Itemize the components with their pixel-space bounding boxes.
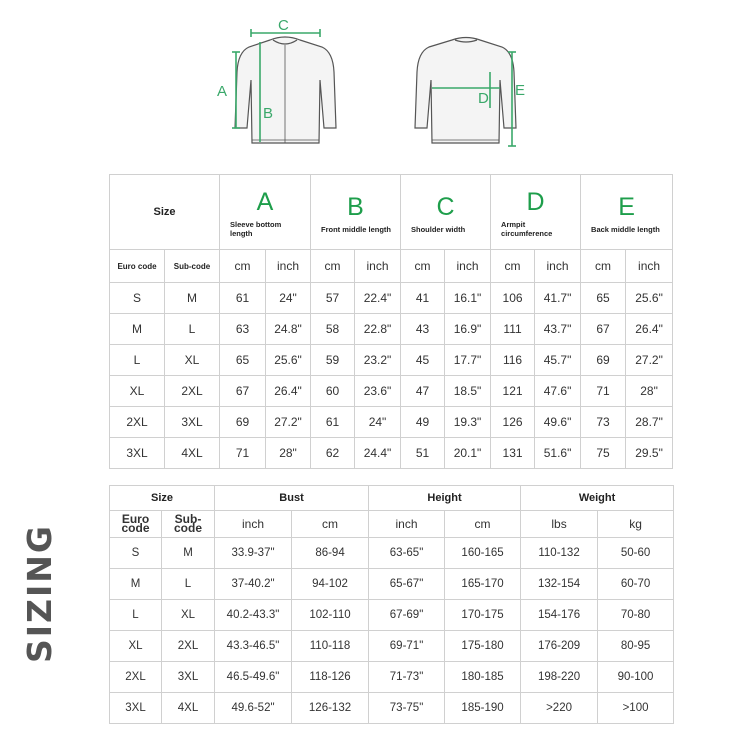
table-cell: M: [110, 314, 165, 345]
table-cell: 175-180: [445, 631, 521, 662]
table-cell: 62: [311, 438, 355, 469]
table-cell: XL: [165, 345, 220, 376]
table-row: [110, 538, 674, 569]
table-cell: 45.7": [535, 345, 581, 376]
table-cell: 69: [581, 345, 626, 376]
table-cell: 176-209: [521, 631, 598, 662]
weight-header: Weight: [521, 486, 674, 511]
table-cell: 46.5-49.6": [215, 662, 292, 693]
table-cell: 4XL: [165, 438, 220, 469]
sub-code-label: Sub-code: [162, 511, 215, 538]
marker-b: B: [263, 105, 274, 122]
table-cell: 24": [355, 407, 401, 438]
table-cell: 110-118: [292, 631, 369, 662]
table-cell: 75: [581, 438, 626, 469]
table-cell: 65-67": [369, 569, 445, 600]
table-cell: 27.2": [626, 345, 673, 376]
table-cell: 19.3": [445, 407, 491, 438]
table-cell: 165-170: [445, 569, 521, 600]
table-cell: 2XL: [162, 631, 215, 662]
table-row: [110, 314, 673, 345]
table-cell: 50-60: [598, 538, 674, 569]
table-cell: 28": [266, 438, 311, 469]
table-cell: S: [110, 283, 165, 314]
table-cell: 61: [311, 407, 355, 438]
table-cell: 40.2-43.3": [215, 600, 292, 631]
table-cell: 185-190: [445, 693, 521, 724]
table-cell: 3XL: [165, 407, 220, 438]
table-cell: 25.6": [266, 345, 311, 376]
table-cell: 3XL: [162, 662, 215, 693]
table-cell: 121: [491, 376, 535, 407]
table-cell: 94-102: [292, 569, 369, 600]
euro-code-label: Euro code: [110, 511, 162, 538]
marker-e: E: [515, 82, 526, 99]
table-cell: 71: [220, 438, 266, 469]
table-row: [110, 407, 673, 438]
table-cell: 116: [491, 345, 535, 376]
table-cell: 102-110: [292, 600, 369, 631]
table-cell: 41: [401, 283, 445, 314]
unit-cm: cm: [491, 250, 535, 283]
column-b-header: B Front middle length: [311, 175, 401, 250]
table-row: [110, 345, 673, 376]
table-cell: M: [165, 283, 220, 314]
table-cell: 170-175: [445, 600, 521, 631]
table-cell: 154-176: [521, 600, 598, 631]
column-d-header: D Armpit circumference: [491, 175, 581, 250]
table-cell: 61: [220, 283, 266, 314]
table-cell: M: [110, 569, 162, 600]
table-cell: 59: [311, 345, 355, 376]
table-cell: 51: [401, 438, 445, 469]
unit-cm: cm: [401, 250, 445, 283]
unit-inch: inch: [355, 250, 401, 283]
table-row: [110, 600, 674, 631]
table-cell: 51.6": [535, 438, 581, 469]
table-row: [110, 569, 674, 600]
back-jersey-icon: [415, 38, 516, 144]
marker-a: A: [217, 83, 228, 100]
unit-label: lbs: [521, 511, 598, 538]
table-cell: 27.2": [266, 407, 311, 438]
table-cell: 57: [311, 283, 355, 314]
table-cell: 65: [220, 345, 266, 376]
table-cell: 16.9": [445, 314, 491, 345]
table-cell: 47.6": [535, 376, 581, 407]
table-cell: 43: [401, 314, 445, 345]
unit-inch: inch: [266, 250, 311, 283]
column-c-header: C Shoulder width: [401, 175, 491, 250]
table-row: [110, 283, 673, 314]
table-cell: 111: [491, 314, 535, 345]
table-cell: 18.5": [445, 376, 491, 407]
table-cell: 45: [401, 345, 445, 376]
table-cell: 71-73": [369, 662, 445, 693]
body-measurement-table: [109, 485, 674, 724]
table-cell: 28.7": [626, 407, 673, 438]
unit-cm: cm: [581, 250, 626, 283]
table-cell: 28": [626, 376, 673, 407]
table-cell: 69: [220, 407, 266, 438]
table-cell: 73: [581, 407, 626, 438]
unit-label: kg: [598, 511, 674, 538]
table-row: [110, 631, 674, 662]
table-row: [110, 693, 674, 724]
table-cell: 67: [220, 376, 266, 407]
table-cell: 67-69": [369, 600, 445, 631]
table-cell: XL: [110, 631, 162, 662]
table-cell: 22.4": [355, 283, 401, 314]
table-cell: L: [165, 314, 220, 345]
table-cell: >100: [598, 693, 674, 724]
unit-label: inch: [369, 511, 445, 538]
front-jersey-icon: [235, 37, 336, 143]
table-cell: 43.7": [535, 314, 581, 345]
table-cell: 110-132: [521, 538, 598, 569]
table-row: [110, 376, 673, 407]
table-cell: 43.3-46.5": [215, 631, 292, 662]
table-cell: 70-80: [598, 600, 674, 631]
table-cell: 22.8": [355, 314, 401, 345]
table-cell: L: [110, 345, 165, 376]
table-cell: L: [162, 569, 215, 600]
table-cell: S: [110, 538, 162, 569]
unit-cm: cm: [311, 250, 355, 283]
table-cell: L: [110, 600, 162, 631]
marker-c: C: [278, 17, 289, 34]
table-cell: 49: [401, 407, 445, 438]
table-cell: 20.1": [445, 438, 491, 469]
height-header: Height: [369, 486, 521, 511]
bust-header: Bust: [215, 486, 369, 511]
unit-label: cm: [445, 511, 521, 538]
table-cell: 63: [220, 314, 266, 345]
table-cell: 63-65": [369, 538, 445, 569]
table-cell: 73-75": [369, 693, 445, 724]
table-cell: 126-132: [292, 693, 369, 724]
table-row: [110, 662, 674, 693]
table-cell: 60: [311, 376, 355, 407]
table-cell: 47: [401, 376, 445, 407]
table-row: [110, 438, 673, 469]
table-cell: 2XL: [165, 376, 220, 407]
table-cell: 65: [581, 283, 626, 314]
table-cell: 49.6": [535, 407, 581, 438]
table-cell: 37-40.2": [215, 569, 292, 600]
marker-d: D: [478, 90, 489, 107]
table-cell: 3XL: [110, 693, 162, 724]
table-cell: 126: [491, 407, 535, 438]
table-cell: 160-165: [445, 538, 521, 569]
table-cell: 24.4": [355, 438, 401, 469]
table-cell: 26.4": [266, 376, 311, 407]
table-cell: 24": [266, 283, 311, 314]
table-cell: 33.9-37": [215, 538, 292, 569]
unit-label: cm: [292, 511, 369, 538]
table-cell: 80-95: [598, 631, 674, 662]
table-cell: 60-70: [598, 569, 674, 600]
table-cell: 41.7": [535, 283, 581, 314]
garment-measurement-table: [109, 174, 673, 469]
table-cell: 2XL: [110, 662, 162, 693]
table-cell: 16.1": [445, 283, 491, 314]
table-cell: 17.7": [445, 345, 491, 376]
table-cell: 69-71": [369, 631, 445, 662]
unit-inch: inch: [626, 250, 673, 283]
unit-cm: cm: [220, 250, 266, 283]
table-cell: 26.4": [626, 314, 673, 345]
jersey-illustrations: [0, 0, 740, 160]
table-cell: 90-100: [598, 662, 674, 693]
table-cell: XL: [162, 600, 215, 631]
table-cell: 198-220: [521, 662, 598, 693]
unit-inch: inch: [445, 250, 491, 283]
unit-label: inch: [215, 511, 292, 538]
table-cell: 71: [581, 376, 626, 407]
sub-code-label: Sub-code: [165, 250, 220, 283]
table-cell: 29.5": [626, 438, 673, 469]
size-header: Size: [110, 486, 215, 511]
table-cell: 24.8": [266, 314, 311, 345]
table-cell: 58: [311, 314, 355, 345]
table-cell: 2XL: [110, 407, 165, 438]
table-cell: >220: [521, 693, 598, 724]
column-e-header: E Back middle length: [581, 175, 673, 250]
size-header: Size: [110, 175, 220, 250]
table-cell: 118-126: [292, 662, 369, 693]
table-cell: XL: [110, 376, 165, 407]
table-cell: 132-154: [521, 569, 598, 600]
euro-code-label: Euro code: [110, 250, 165, 283]
table-cell: 106: [491, 283, 535, 314]
table-cell: 131: [491, 438, 535, 469]
table-cell: 23.2": [355, 345, 401, 376]
table-cell: 49.6-52": [215, 693, 292, 724]
sizing-title: SIZING: [20, 524, 59, 663]
unit-inch: inch: [535, 250, 581, 283]
table-cell: 180-185: [445, 662, 521, 693]
table-cell: 86-94: [292, 538, 369, 569]
table-cell: 23.6": [355, 376, 401, 407]
table-cell: M: [162, 538, 215, 569]
column-a-header: A Sleeve bottom length: [220, 175, 311, 250]
table-cell: 67: [581, 314, 626, 345]
table-cell: 3XL: [110, 438, 165, 469]
table-cell: 4XL: [162, 693, 215, 724]
table-cell: 25.6": [626, 283, 673, 314]
